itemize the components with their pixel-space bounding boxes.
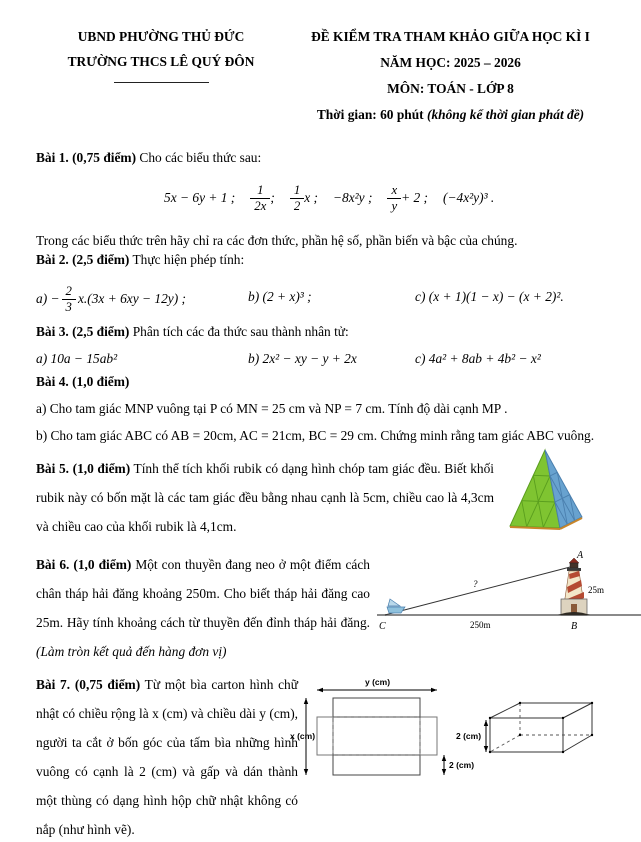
- item-a-prefix: a) −: [36, 291, 60, 306]
- problem-2-item-a: [36, 277, 186, 321]
- expr-2-separator: ;: [270, 190, 275, 205]
- problem-6-label: Bài 6. (1,0 điểm): [36, 557, 132, 572]
- header-school: TRƯỜNG THCS LÊ QUÝ ĐÔN: [67, 54, 255, 69]
- expr-5-numerator: x: [391, 182, 398, 197]
- header-divider-rule: [114, 82, 209, 83]
- section-problem-7: [36, 670, 605, 842]
- problem-2-item-c: c) (x + 1)(1 − x) − (x + 2)².: [415, 289, 564, 304]
- problem-3-item-c: c) 4a² + 8ab + 4b² − x²: [415, 351, 541, 366]
- header-exam-block: [296, 24, 605, 128]
- expr-3: [290, 183, 318, 213]
- expr-3-denominator: 2: [290, 198, 304, 214]
- problem-3-label: Bài 3. (2,5 điểm): [36, 324, 130, 339]
- pyraminx-rubik-figure: [503, 446, 589, 545]
- problem-2-intro: Thực hiện phép tính:: [132, 252, 245, 267]
- problem-7-body: Từ một bìa carton hình chữ nhật có chiều rộng là x (cm) và chiều dài y (cm), người ta cắt ở bốn góc của tấm bìa những hình vuông có cạnh là 2 (cm) và gấp và dán thành một thùng có dạng hình hộp chữ nhật không có nắp (như hình vẽ).: [36, 677, 298, 837]
- problem-1-label: Bài 1. (0,75 điểm): [36, 150, 137, 165]
- problem-2-items: [36, 277, 605, 321]
- exam-subject: MÔN: TOÁN - LỚP 8: [387, 81, 514, 96]
- open-box-figure: [452, 692, 607, 764]
- problem-1-expressions: [164, 175, 605, 221]
- lighthouse-drawing: [558, 558, 590, 615]
- problem-5-body: Tính thể tích khối rubik có dạng hình chóp tam giác đều. Biết khối rubik này có bốn mặt là các tam giác đều bằng nhau cạnh là 5cm, chiều cao là 4,3cm và chiều cao của khối rubik là 4,1cm.: [36, 461, 494, 534]
- width-dimension-arrow: [317, 688, 437, 692]
- box-height-label: 2 (cm): [456, 731, 482, 741]
- problem-3-heading: [36, 318, 605, 345]
- problem-7-text: [36, 670, 298, 842]
- expr-3-tail: x ;: [304, 190, 318, 205]
- net-width-label: x (cm): [290, 731, 316, 741]
- section-problem-4: [36, 368, 605, 449]
- exam-title: ĐỀ KIỂM TRA THAM KHẢO GIỮA HỌC KÌ I: [311, 29, 590, 44]
- net-length-label: y (cm): [365, 677, 391, 687]
- hypotenuse-question-label: ?: [473, 579, 478, 589]
- problem-6-rounding-note: (Làm tròn kết quả đến hàng đơn vị): [36, 644, 227, 659]
- vertex-label-c: C: [379, 621, 386, 632]
- section-problem-1: [36, 144, 605, 254]
- expr-2-denominator: 2x: [250, 198, 270, 214]
- box-corner-dots: [489, 702, 593, 753]
- problem-1-intro: Cho các biểu thức sau:: [139, 150, 262, 165]
- exam-school-year: NĂM HỌC: 2025 – 2026: [380, 55, 521, 70]
- header-ward: UBND PHƯỜNG THỦ ĐỨC: [77, 29, 245, 44]
- expr-1: 5x − 6y + 1 ;: [164, 190, 236, 205]
- problem-4-item-a: a) Cho tam giác MNP vuông tại P có MN = 25 cm và NP = 7 cm. Tính độ dài cạnh MP .: [36, 401, 508, 416]
- item-a-denominator: 3: [62, 299, 76, 315]
- section-problem-2: [36, 246, 605, 321]
- vertex-label-b: B: [571, 621, 578, 632]
- expr-3-numerator: 1: [293, 182, 301, 197]
- problem-3-item-a: a) 10a − 15ab²: [36, 351, 118, 366]
- expr-2: [250, 183, 275, 213]
- expr-2-numerator: 1: [257, 182, 264, 197]
- problem-6-text: [36, 550, 370, 666]
- expr-5-tail: + 2 ;: [401, 190, 429, 205]
- exam-duration: Thời gian: 60 phút: [316, 107, 424, 122]
- problem-5-label: Bài 5. (1,0 điểm): [36, 461, 131, 476]
- problem-7-label: Bài 7. (0,75 điểm): [36, 677, 141, 692]
- problem-4-item-b: b) Cho tam giác ABC có AB = 20cm, AC = 21cm, BC = 29 cm. Chứng minh rằng tam giác ABC vuông.: [36, 428, 595, 443]
- expr-4: −8x²y ;: [332, 190, 373, 205]
- document-header: [36, 24, 605, 128]
- exam-duration-line: [296, 102, 605, 128]
- item-a-numerator: 2: [65, 283, 72, 298]
- box-solid-edges: [490, 703, 592, 752]
- box-height-arrow: [484, 720, 488, 752]
- item-a-expression: x.(3x + 6xy − 12y) ;: [77, 291, 186, 306]
- problem-2-heading: [36, 246, 605, 273]
- tower-height-label: 25m: [588, 585, 605, 595]
- problem-4-label: Bài 4. (1,0 điểm): [36, 374, 130, 389]
- cut-square-dimension-arrow: [442, 755, 446, 775]
- expr-5: [387, 183, 428, 213]
- lighthouse-triangle-figure: [375, 548, 641, 636]
- base-distance-label: 250m: [470, 620, 491, 630]
- problem-1-heading: [36, 144, 605, 171]
- expr-6: (−4x²y)³ .: [443, 190, 495, 205]
- vertex-label-a: A: [577, 550, 584, 561]
- header-school-block: [36, 24, 286, 128]
- exam-duration-note: (không kể thời gian phát đề): [427, 107, 585, 122]
- cut-square-label: 2 (cm): [449, 760, 475, 770]
- problem-6-body: Một con thuyền đang neo ở một điểm cách chân tháp hải đăng khoảng 250m. Cho biết tháp hải đăng cao 25m. Hãy tính khoảng cách từ thuyền đến đỉnh tháp hải đăng.: [36, 557, 370, 630]
- expr-5-denominator: y: [387, 198, 401, 214]
- boat-drawing: [387, 599, 405, 613]
- problem-2-item-b: b) (2 + x)³ ;: [248, 289, 312, 304]
- problem-5-text: [36, 454, 494, 541]
- problem-4-heading: [36, 368, 605, 395]
- problem-1-question: Trong các biểu thức trên hãy chỉ ra các đơn thức, phần hệ số, phần biến và bậc của chúng.: [36, 233, 518, 248]
- section-problem-5: [36, 454, 605, 541]
- section-problem-6: [36, 550, 605, 666]
- problem-3-intro: Phân tích các đa thức sau thành nhân tử:: [132, 324, 349, 339]
- problem-3-item-b: b) 2x² − xy − y + 2x: [248, 351, 357, 366]
- hypotenuse-line: [385, 566, 574, 615]
- problem-2-label: Bài 2. (2,5 điểm): [36, 252, 130, 267]
- net-outline: [317, 698, 437, 775]
